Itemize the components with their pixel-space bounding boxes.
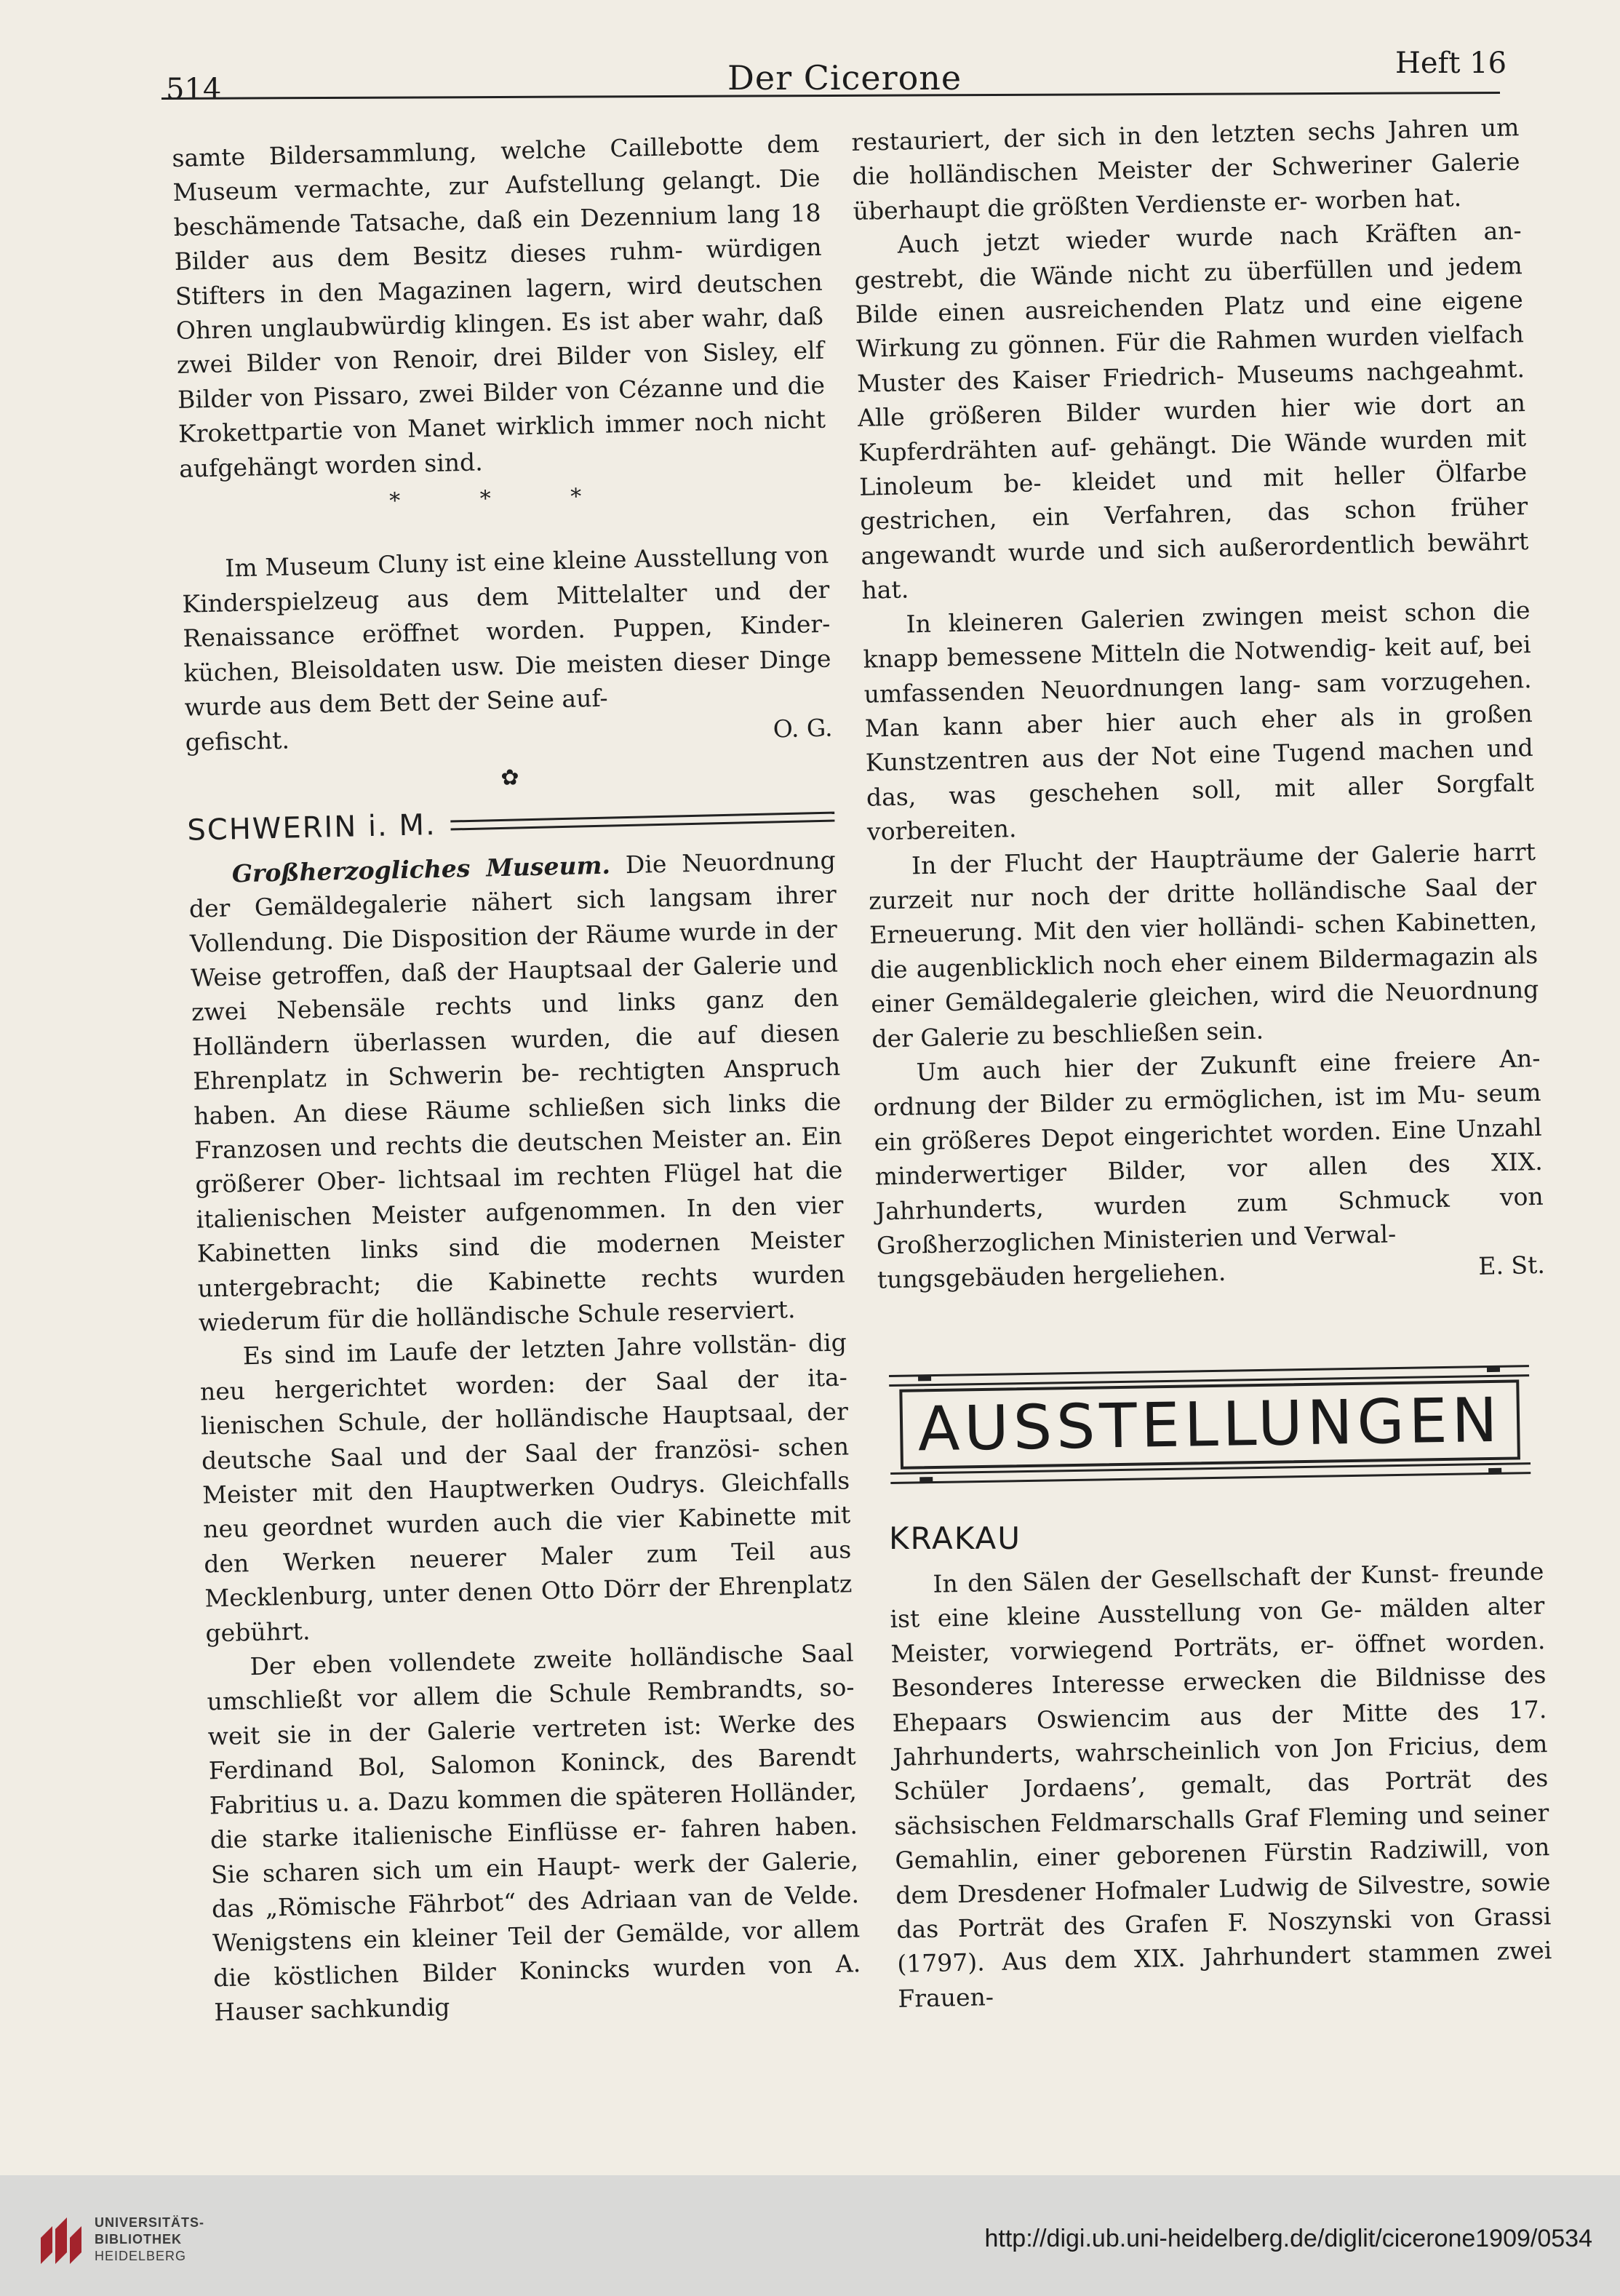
- logo-stroke: [55, 2217, 67, 2264]
- banner-title: AUSSTELLUNGEN: [917, 1384, 1503, 1465]
- paragraph: Der eben vollendete zweite holländische Saal umschließt vor allem die Schule Rembrandts, so- weit sie in der Galerie vertreten ist: Werke des Ferdinand Bol, Salomon Koninck, des Barendt Fabritius u. a. Dazu kommen die späteren Holländer, die starke italienische Einflüsse er- fahren haben. Sie scharen sich um ein Haupt- werk der Galerie, das „Römische Fährbot“ des Adriaan van de Velde. Wenigstens ein kleiner Teil der Gemälde, vor allem die köstlichen Bilder Konincks wurden von A. Hauser sachkundig: [207, 1638, 861, 2027]
- section-city: SCHWERIN i. M.: [186, 808, 437, 848]
- paragraph-body: Die Neuordnung der Gemäldegalerie nähert sich langsam ihrer Vollendung. Die Disposition der Räume wurde in der Weise getroffen, daß der Hauptsaal der Galerie und zwei Nebensäle rechts und links ganz den Holländern überlassen wurden, die auf diesen Ehrenplatz in Schwerin be- rechtigten Anspruch haben. An diese Räume schließen sich links die Franzosen und rechts die deutschen Meister an. Ein größerer Ober- lichtsaal im rechten Flügel hat die italienischen Meister aufgenommen. In den vier Kabinetten links sind die modernen Meister untergebracht; die Kabinette rechts wurden wiederum für die holländische Schule reserviert.: [188, 845, 845, 1337]
- author-signature: E. St.: [1477, 1251, 1546, 1281]
- paragraph-end-text: tungsgebäuden hergeliehen.: [877, 1258, 1226, 1294]
- ornament-icon: ✿: [500, 765, 519, 791]
- paragraph: Es sind im Laufe der letzten Jahre vollstän- dig neu hergerichtet worden: der Saal der ita- lienischen Schule, der holländische Hauptsaal, der deutsche Saal und der Saal der französi- schen Meister mit den Hauptwerken Oudrys. Gleichfalls neu geordnet wurden auch die vier Kabinette mit den Werken neuerer Maler zum Teil aus Mecklenburg, unter denen Otto Dörr der Ehrenplatz gebührt.: [199, 1328, 853, 1648]
- paragraph: restauriert, der sich in den letzten sechs Jahren um die holländischen Meister der Schweriner Galerie überhaupt die größten Verdienste er- worben hat.: [851, 113, 1520, 226]
- library-logo-icon: [36, 2213, 86, 2268]
- logo-stroke: [41, 2226, 52, 2264]
- banner-frame: [899, 1379, 1520, 1469]
- right-column: [851, 110, 1545, 1297]
- right-column-continued: [889, 1554, 1553, 2016]
- heading-double-rule: [450, 812, 834, 831]
- library-line: BIBLIOTHEK: [95, 2232, 182, 2247]
- paragraph: Auch jetzt wieder wurde nach Kräften an- gestrebt, die Wände nicht zu überfüllen und jedem Bilde einen ausreichenden Platz und eine eigene Wirkung zu gönnen. Für die Rahmen wurden vielfach Muster des Kaiser Friedrich- Museums nachgeahmt. Alle größeren Bilder wurden hier wie dort an Kupferdrähten auf- gehängt. Die Wände wurden mit Linoleum be- kleidet und mit heller Ölfarbe gestrichen, ein Verfahren, das schon früher angewandt wurde und sich außerordentlich bewährt hat.: [854, 216, 1529, 605]
- paragraph: In den Sälen der Gesellschaft der Kunst- freunde ist eine kleine Ausstellung von Ge- mälden alter Meister, vorwiegend Porträts, er- öffnet worden. Besonderes Interesse erwecken die Bildnisse des Ehepaars Oswiencim aus der Mitte des 17. Jahrhunderts, wahrscheinlich von Jon Fricius, dem Schüler Jordaens’, gemalt, das Porträt des sächsischen Feldmarschalls Graf Fleming und seiner Gemahlin, einer geborenen Fürstin Radziwill, von dem Dresdener Hofmaler Ludwig de Silvestre, sowie das Porträt des Grafen F. Noszynski von Grassi (1797). Aus dem XIX. Jahrhundert stammen zwei Frauen-: [890, 1557, 1552, 2013]
- banner-ornament: [1487, 1366, 1500, 1372]
- section-divider-stars: * * *: [388, 483, 618, 514]
- paragraph: [188, 842, 846, 1340]
- source-url-link[interactable]: http://digi.ub.uni-heidelberg.de/diglit/cicerone1909/0534: [984, 2225, 1592, 2252]
- paragraph-lead: Großherzogliches Museum.: [231, 850, 611, 888]
- paragraph: In kleineren Galerien zwingen meist schon die knapp bemessene Mitteln die Notwendig- keit auf, bei umfassenden Neuordnungen lang- sam vorzugehen. Man kann aber hier auch eher als in großen Kunstzentren aus der Not eine Tugend machen und das, was geschehen soll, mit aller Sorgfalt vorbereiten.: [863, 595, 1535, 846]
- issue-number: Heft 16: [1395, 47, 1507, 80]
- page-number: 514: [166, 73, 222, 106]
- banner-ornament: [918, 1375, 931, 1381]
- journal-title: Der Cicerone: [727, 58, 962, 97]
- paragraph: Um auch hier der Zukunft eine freiere An- ordnung der Bilder zu ermöglichen, ist im Mu- seum ein größeres Depot eingerichtet worden. Eine Unzahl minderwertiger Bilder, vor allen des XIX. Jahrhunderts, wurden zum Schmuck von Großherzoglichen Ministerien und Verwal-: [873, 1043, 1544, 1260]
- section-heading: [187, 800, 835, 849]
- section-banner: [889, 1365, 1531, 1484]
- paragraph-end-text: gefischt.: [185, 725, 290, 757]
- library-line: UNIVERSITÄTS-: [95, 2215, 205, 2230]
- logo-stroke: [70, 2226, 81, 2264]
- library-line: HEIDELBERG: [95, 2249, 187, 2263]
- author-signature: O. G.: [773, 713, 833, 743]
- left-column: [172, 127, 862, 2030]
- section-city: KRAKAU: [889, 1520, 1022, 1556]
- paragraph: In der Flucht der Haupträume der Galerie harrt zurzeit nur noch der dritte holländische Saal der Erneuerung. Mit den vier holländi- schen Kabinetten, die augenblicklich noch eher einem Bildermagazin als einer Gemäldegalerie gleichen, wird die Neuordnung der Galerie zu beschließen sein.: [868, 837, 1539, 1053]
- paragraph: Im Museum Cluny ist eine kleine Ausstellung von Kinderspielzeug aus dem Mittelalter und der Renaissance eröffnet worden. Puppen, Kinder- küchen, Bleisoldaten usw. Die meisten dieser Dinge wurde aus dem Bett der Seine auf-: [181, 541, 831, 722]
- paragraph: samte Bildersammlung, welche Caillebotte dem Museum vermachte, zur Aufstellung gelangt. Die beschämende Tatsache, daß ein Dezennium lang 18 Bilder aus dem Besitz dieses ruhm- würdigen Stifters in den Magazinen lagern, wird deutschen Ohren unglaubwürdig klingen. Es ist aber wahr, daß zwei Bilder von Renoir, drei Bilder von Sisley, elf Bilder von Pissaro, zwei Bilder von Cézanne und die Krokettpartie von Manet wirklich immer noch nicht aufgehängt worden sind.: [172, 129, 826, 483]
- library-name: [95, 2215, 204, 2265]
